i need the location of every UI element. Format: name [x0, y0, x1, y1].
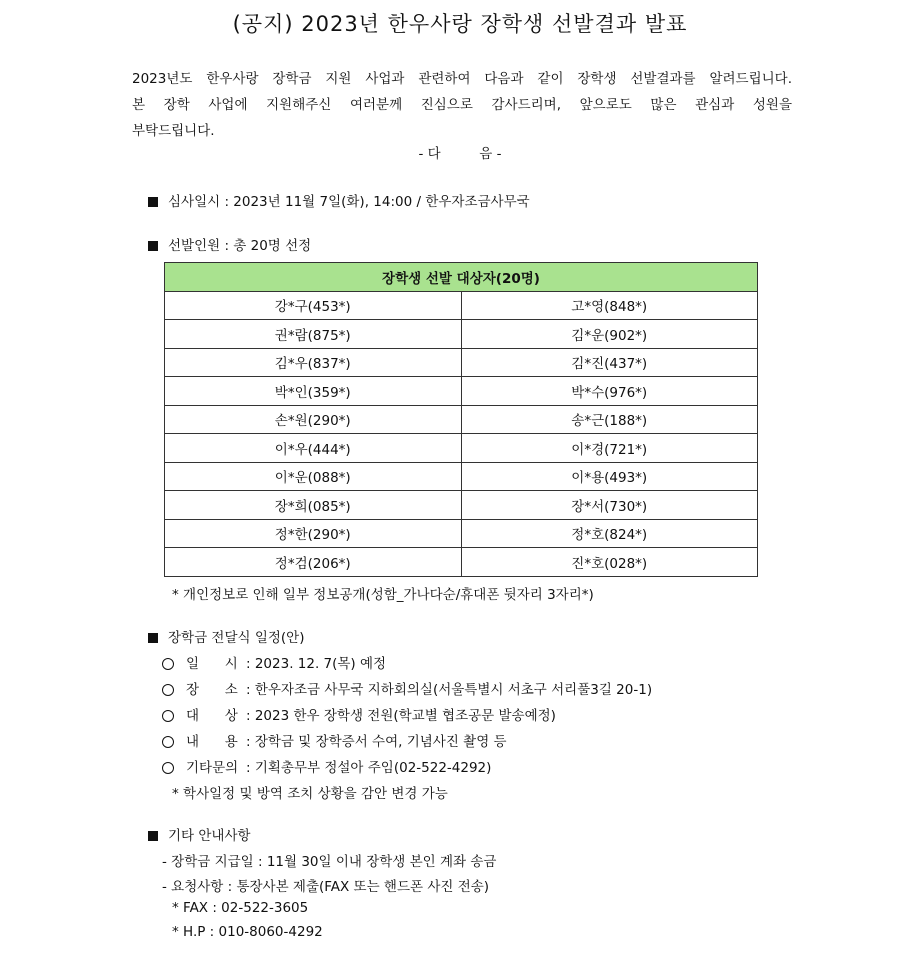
ceremony-note: * 학사일정 및 방역 조치 상황을 감안 변경 가능	[172, 786, 448, 802]
fax-number: * FAX : 02-522-3605	[172, 900, 309, 916]
ceremony-item-content	[162, 730, 507, 750]
item-label: 내 용	[186, 734, 238, 750]
scholar-table	[164, 262, 758, 577]
table-cell: 강*구(453*)	[165, 291, 462, 320]
item-label: 장 소	[186, 682, 238, 698]
table-cell: 이*운(088*)	[165, 462, 462, 491]
table-cell: 이*용(493*)	[461, 462, 758, 491]
review-text: 심사일시 : 2023년 11월 7일(화), 14:00 / 한우자조금사무국	[168, 194, 530, 210]
item-label: 일 시	[186, 656, 238, 672]
hp-number: * H.P : 010-8060-4292	[172, 924, 323, 940]
table-cell: 정*호(824*)	[461, 519, 758, 548]
table-cell: 고*영(848*)	[461, 291, 758, 320]
circle-bullet-icon	[162, 684, 174, 696]
review-section	[148, 190, 530, 210]
selection-section	[148, 234, 311, 254]
table-cell: 박*인(359*)	[165, 377, 462, 406]
table-cell: 김*우(837*)	[165, 348, 462, 377]
other-heading: 기타 안내사항	[168, 828, 251, 844]
dagum-heading	[0, 142, 920, 162]
square-bullet-icon	[148, 633, 158, 643]
privacy-note: * 개인정보로 인해 일부 정보공개(성함_가나다순/휴대폰 뒷자리 3자리*)	[172, 587, 594, 603]
table-row	[165, 348, 758, 377]
intro-line-1: 2023년도 한우사랑 장학금 지원 사업과 관련하여 다음과 같이 장학생 선발결과를 알려드립니다.	[132, 71, 792, 87]
intro-line-2: 본 장학 사업에 지원해주신 여러분께 진심으로 감사드리며, 앞으로도 많은 관심과 성원을	[132, 97, 792, 113]
table-cell: 박*수(976*)	[461, 377, 758, 406]
page-title: (공지) 2023년 한우사랑 장학생 선발결과 발표	[232, 12, 688, 36]
intro-paragraph	[132, 66, 792, 144]
table-cell: 정*한(290*)	[165, 519, 462, 548]
other-line-request: - 요청사항 : 통장사본 제출(FAX 또는 핸드폰 사진 전송)	[162, 879, 490, 895]
table-header: 장학생 선발 대상자(20명)	[165, 263, 758, 292]
table-cell: 이*우(444*)	[165, 434, 462, 463]
ceremony-section	[148, 626, 305, 646]
item-value: : 한우자조금 사무국 지하회의실(서울특별시 서초구 서리풀3길 20-1)	[246, 682, 653, 698]
table-row	[165, 320, 758, 349]
table-row	[165, 462, 758, 491]
table-cell: 김*진(437*)	[461, 348, 758, 377]
ceremony-item-place	[162, 678, 652, 698]
table-cell: 장*희(085*)	[165, 491, 462, 520]
table-cell: 이*경(721*)	[461, 434, 758, 463]
table-cell: 김*운(902*)	[461, 320, 758, 349]
other-line-payment: - 장학금 지급일 : 11월 30일 이내 장학생 본인 계좌 송금	[162, 854, 497, 870]
table-row	[165, 291, 758, 320]
item-label: 기타문의	[186, 760, 239, 776]
ceremony-item-date	[162, 652, 386, 672]
circle-bullet-icon	[162, 710, 174, 722]
table-cell: 장*서(730*)	[461, 491, 758, 520]
table-cell: 정*검(206*)	[165, 548, 462, 577]
dagum-left: - 다	[418, 146, 441, 162]
table-row	[165, 491, 758, 520]
ceremony-item-target	[162, 704, 556, 724]
table-row	[165, 405, 758, 434]
table-cell: 권*람(875*)	[165, 320, 462, 349]
square-bullet-icon	[148, 241, 158, 251]
table-cell: 송*근(188*)	[461, 405, 758, 434]
ceremony-item-contact	[162, 756, 491, 776]
other-section	[148, 824, 251, 844]
table-cell: 손*원(290*)	[165, 405, 462, 434]
table-row	[165, 548, 758, 577]
table-row	[165, 377, 758, 406]
item-value: : 장학금 및 장학증서 수여, 기념사진 촬영 등	[246, 734, 507, 750]
item-value: : 2023. 12. 7(목) 예정	[246, 656, 387, 672]
table-cell: 진*호(028*)	[461, 548, 758, 577]
item-value: : 2023 한우 장학생 전원(학교별 협조공문 발송예정)	[246, 708, 556, 724]
circle-bullet-icon	[162, 658, 174, 670]
table-row	[165, 519, 758, 548]
item-label: 대 상	[186, 708, 238, 724]
circle-bullet-icon	[162, 762, 174, 774]
square-bullet-icon	[148, 197, 158, 207]
item-value: : 기획총무부 정설아 주임(02-522-4292)	[246, 760, 492, 776]
intro-line-3: 부탁드립니다.	[132, 123, 215, 139]
square-bullet-icon	[148, 831, 158, 841]
table-row	[165, 434, 758, 463]
circle-bullet-icon	[162, 736, 174, 748]
dagum-right: 음 -	[479, 146, 502, 162]
selection-text: 선발인원 : 총 20명 선정	[168, 238, 312, 254]
ceremony-heading: 장학금 전달식 일정(안)	[168, 630, 305, 646]
